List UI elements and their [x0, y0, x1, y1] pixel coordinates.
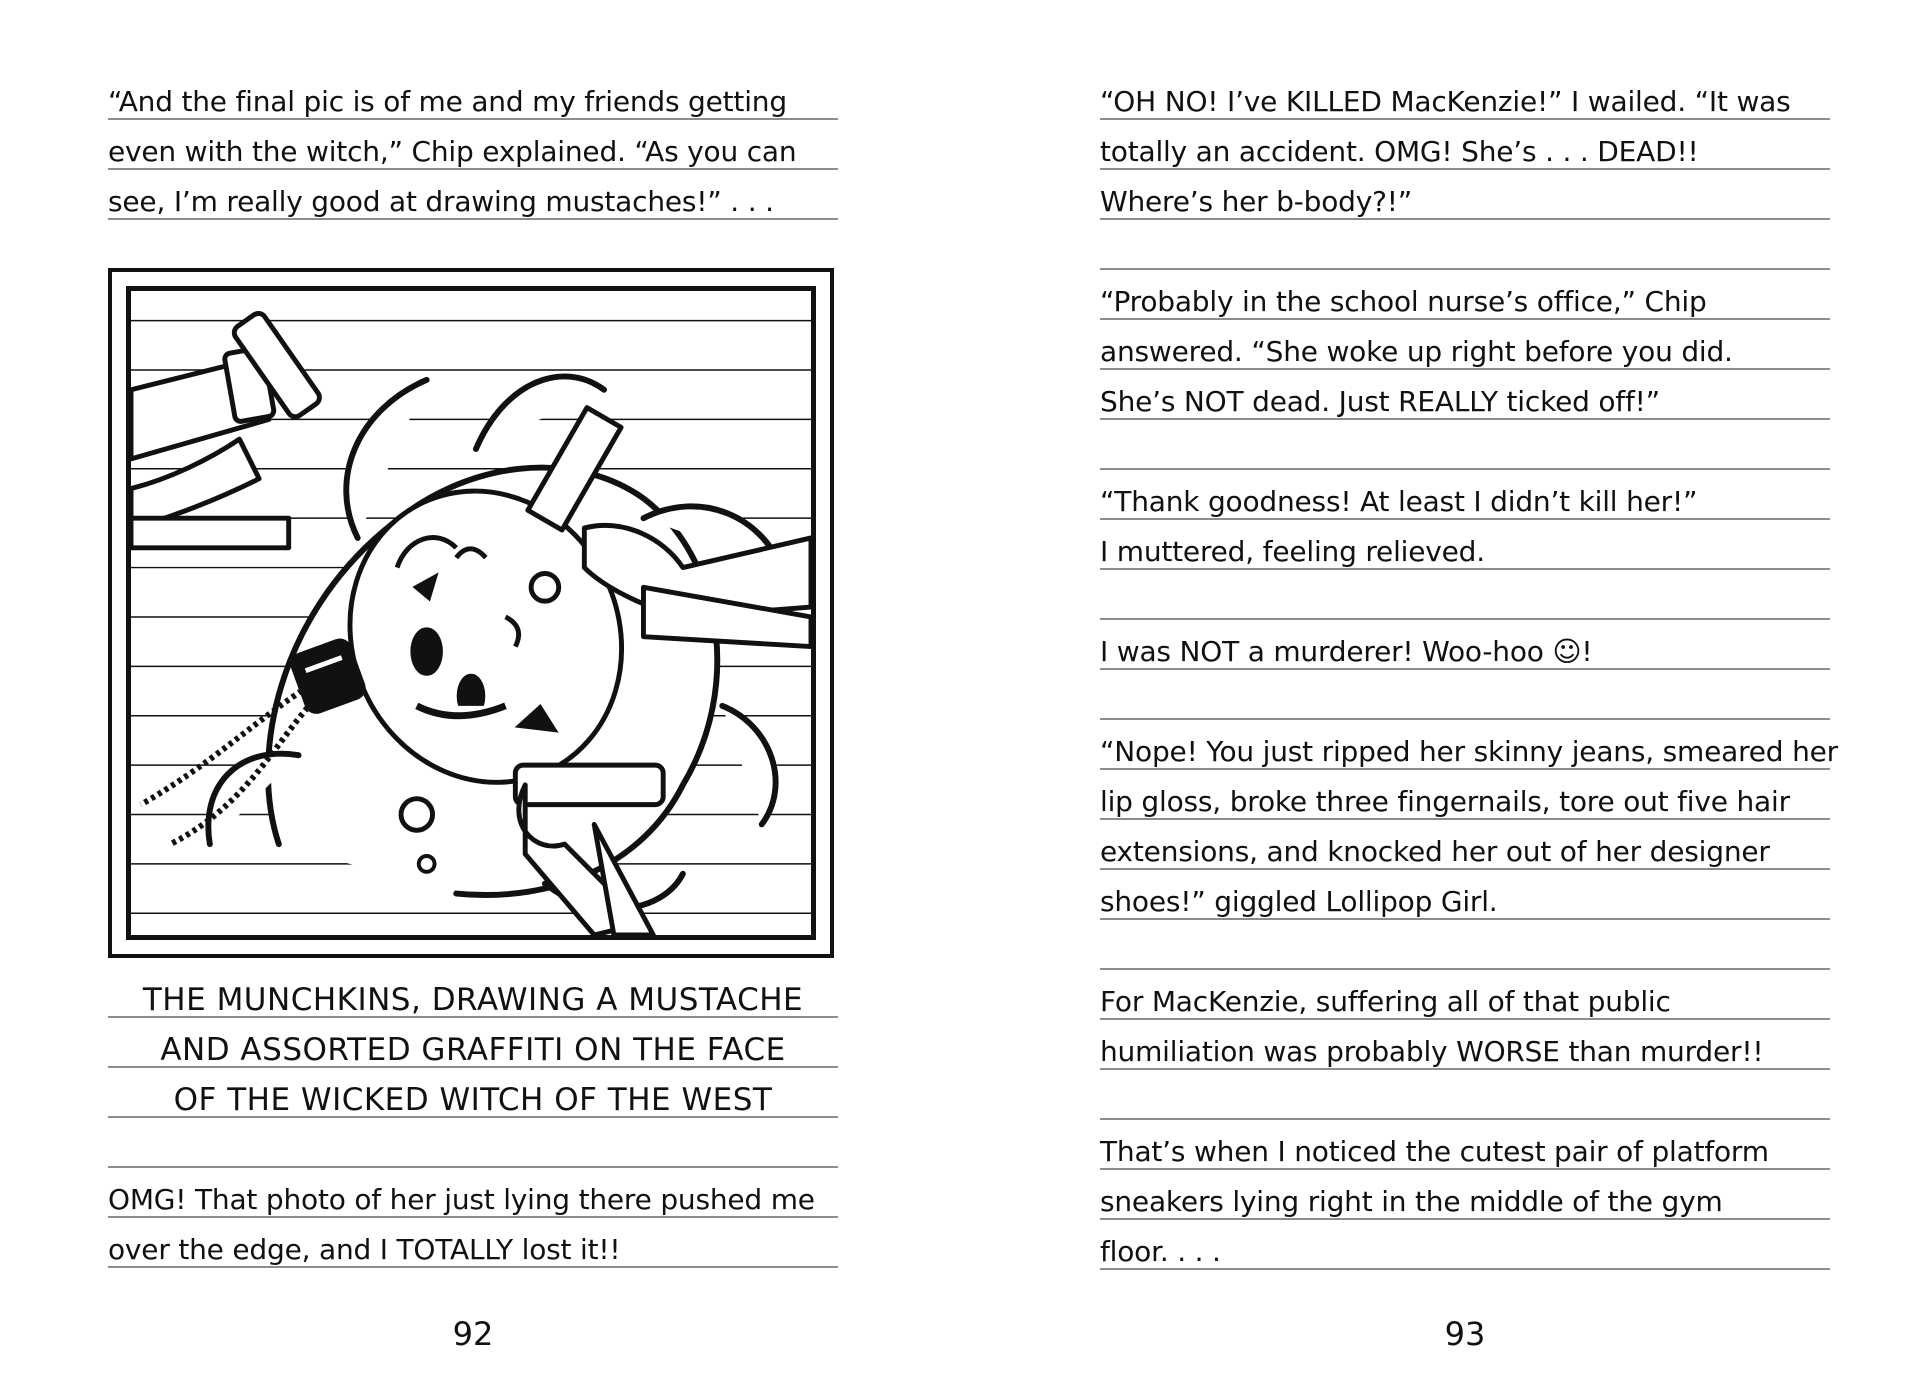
paragraph-line: extensions, and knocked her out of her designer: [1100, 835, 1770, 868]
paragraph-line: answered. “She woke up right before you did.: [1100, 335, 1733, 368]
paragraph-line: over the edge, and I TOTALLY lost it!!: [108, 1233, 621, 1266]
ruled-line: [1100, 968, 1830, 970]
paragraph-line: “And the final pic is of me and my friends getting: [108, 85, 787, 118]
paragraph-line: “Thank goodness! At least I didn’t kill her!”: [1100, 485, 1698, 518]
paragraph-line: lip gloss, broke three fingernails, tore out five hair: [1100, 785, 1790, 818]
paragraph-line: I muttered, feeling relieved.: [1100, 535, 1485, 568]
ruled-line: [1100, 468, 1830, 470]
paragraph-line: For MacKenzie, suffering all of that public: [1100, 985, 1671, 1018]
paragraph-line: floor. . . .: [1100, 1235, 1221, 1268]
left-page: [108, 0, 838, 1396]
illustration-frame: [108, 268, 834, 958]
ruled-line: [1100, 268, 1830, 270]
ruled-line: [1100, 618, 1830, 620]
paragraph-line: totally an accident. OMG! She’s . . . DEAD!!: [1100, 135, 1699, 168]
page-number: 93: [1444, 1315, 1486, 1353]
paragraph-line: Where’s her b-body?!”: [1100, 185, 1413, 218]
caption-line: OF THE WICKED WITCH OF THE WEST: [173, 1082, 773, 1118]
right-page: [1100, 0, 1838, 1396]
paragraph-line: I was NOT a murderer! Woo-hoo ☺!: [1100, 635, 1593, 668]
page-number: 92: [452, 1315, 494, 1353]
paragraph-line: humiliation was probably WORSE than murder!!: [1100, 1035, 1764, 1068]
paragraph-line: even with the witch,” Chip explained. “As you can: [108, 135, 797, 168]
paragraph-line: see, I’m really good at drawing mustaches!” . . .: [108, 185, 774, 218]
ruled-line: [1100, 718, 1830, 720]
paragraph-line: “Probably in the school nurse’s office,” Chip: [1100, 285, 1707, 318]
paragraph-line: shoes!” giggled Lollipop Girl.: [1100, 885, 1498, 918]
paragraph-line: “OH NO! I’ve KILLED MacKenzie!” I wailed. “It was: [1100, 85, 1791, 118]
paragraph-line: She’s NOT dead. Just REALLY ticked off!”: [1100, 385, 1660, 418]
paragraph-line: OMG! That photo of her just lying there pushed me: [108, 1183, 815, 1216]
caption-line: AND ASSORTED GRAFFITI ON THE FACE: [160, 1032, 786, 1068]
munchkins-graffiti-drawing-icon: [131, 291, 811, 935]
ruled-line: [108, 1166, 838, 1168]
paragraph-line: “Nope! You just ripped her skinny jeans, smeared her: [1100, 735, 1838, 768]
caption-line: THE MUNCHKINS, DRAWING A MUSTACHE: [142, 982, 804, 1018]
ruled-line: [1100, 1118, 1830, 1120]
paragraph-line: That’s when I noticed the cutest pair of platform: [1100, 1135, 1769, 1168]
illustration: [126, 286, 816, 940]
paragraph-line: sneakers lying right in the middle of the gym: [1100, 1185, 1723, 1218]
